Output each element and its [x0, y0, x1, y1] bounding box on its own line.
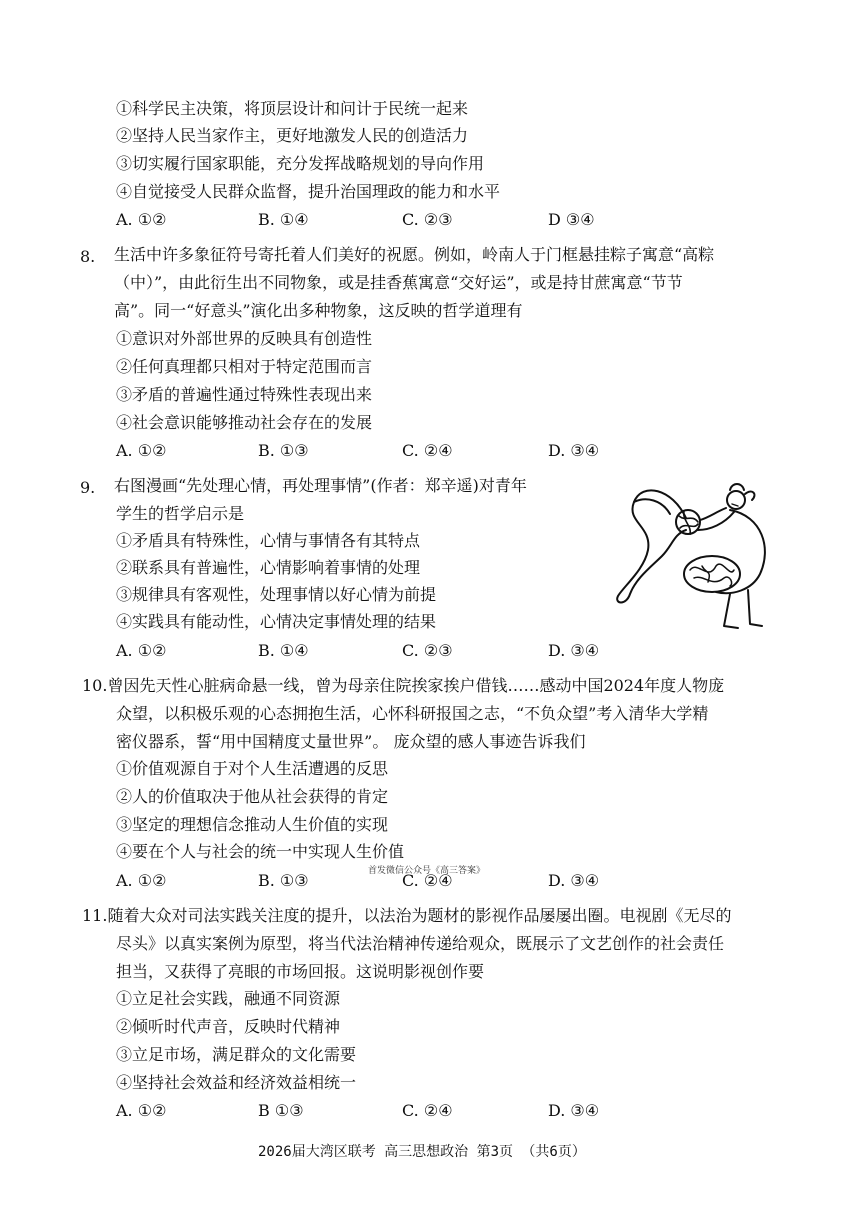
q8-item-1: ①意识对外部世界的反映具有创造性: [116, 329, 373, 348]
page-footer: 2026届大湾区联考 高三思想政治 第3页 （共6页）: [258, 1144, 586, 1160]
q8-item-3: ③矛盾的普遍性通过特殊性表现出来: [116, 385, 373, 404]
q8-option-b: B. ①③: [258, 441, 309, 460]
q10-stem-line-2: 众望，以积极乐观的心态拥抱生活，心怀科研报国之志，“不负众望”考入清华大学精: [116, 704, 709, 723]
q8-option-d: D. ③④: [548, 441, 600, 460]
q11-option-d: D. ③④: [548, 1101, 600, 1120]
q8-option-a: A. ①②: [116, 441, 167, 460]
q10-item-2: ②人的价值取决于他从社会获得的肯定: [116, 787, 389, 806]
q8-stem-line-2: （中）”，由此衍生出不同物象，或是挂香蕉寓意“交好运”，或是持甘蔗寓意“节节: [114, 273, 683, 292]
q11-item-2: ②倾听时代声音，反映时代精神: [116, 1017, 341, 1036]
q11-stem-line-2: 尽头》以真实案例为原型，将当代法治精神传递给观众，既展示了文艺创作的社会责任: [116, 934, 725, 953]
q9-item-1: ①矛盾具有特殊性，心情与事情各有其特点: [116, 531, 421, 550]
q9-item-4: ④实践具有能动性，心情决定事情处理的结果: [116, 612, 437, 631]
watermark-text: 首发微信公众号《高三答案》: [368, 866, 486, 876]
q10-option-d: D. ③④: [548, 871, 600, 890]
q9-item-3: ③规律具有客观性，处理事情以好心情为前提: [116, 585, 437, 604]
q9-stem-line-1: 右图漫画“先处理心情，再处理事情”(作者：郑辛遥)对青年: [114, 476, 527, 495]
q8-number: 8.: [80, 247, 96, 266]
q7-item-2: ②坚持人民当家作主，更好地激发人民的创造活力: [116, 126, 469, 145]
q10-option-b: B. ①③: [258, 871, 309, 890]
q11-option-c: C. ②④: [402, 1101, 453, 1120]
q7-option-a: A. ①②: [116, 210, 167, 229]
q7-item-3: ③切实履行国家职能，充分发挥战略规划的导向作用: [116, 154, 485, 173]
q11-item-1: ①立足社会实践，融通不同资源: [116, 989, 341, 1008]
q11-item-4: ④坚持社会效益和经济效益相统一: [116, 1073, 357, 1092]
q11-option-b: B ①③: [258, 1101, 304, 1120]
q8-item-2: ②任何真理都只相对于特定范围而言: [116, 357, 373, 376]
q11-options: [0, 1101, 868, 1121]
q10-options: [0, 871, 868, 891]
q11-option-a: A. ①②: [116, 1101, 167, 1120]
q8-option-c: C. ②④: [402, 441, 453, 460]
q9-option-b: B. ①④: [258, 641, 309, 660]
q10-stem-line-3: 密仪器系，誓“用中国精度丈量世界”。 庞众望的感人事迹告诉我们: [116, 732, 586, 751]
q10-item-3: ③坚定的理想信念推动人生价值的实现: [116, 815, 389, 834]
q8-stem-line-1: 生活中许多象征符号寄托着人们美好的祝愿。例如，岭南人于门框悬挂粽子寓意“高粽: [114, 245, 715, 264]
q8-options: [0, 441, 868, 461]
q10-item-1: ①价值观源自于对个人生活遭遇的反思: [116, 759, 389, 778]
q9-option-a: A. ①②: [116, 641, 167, 660]
q10-stem-line-1: 10.曾因先天性心脏病命悬一线，曾为母亲住院挨家挨户借钱……感动中国2024年度人物庞: [82, 676, 725, 695]
q9-option-c: C. ②③: [402, 641, 453, 660]
q9-stem-line-2: 学生的哲学启示是: [116, 504, 245, 523]
q10-option-c: C. ②④: [402, 871, 453, 890]
q8-item-4: ④社会意识能够推动社会存在的发展: [116, 413, 373, 432]
q10-option-a: A. ①②: [116, 871, 167, 890]
q9-options: [0, 641, 868, 661]
cartoon-illustration: [612, 478, 780, 634]
q10-item-4: ④要在个人与社会的统一中实现人生价值: [116, 842, 405, 861]
q7-item-1: ①科学民主决策，将顶层设计和问计于民统一起来: [116, 99, 469, 118]
q7-option-d: D ③④: [548, 210, 595, 229]
q11-item-3: ③立足市场，满足群众的文化需要: [116, 1045, 357, 1064]
q7-item-4: ④自觉接受人民群众监督，提升治国理政的能力和水平: [116, 182, 501, 201]
q9-item-2: ②联系具有普遍性，心情影响着事情的处理: [116, 558, 421, 577]
q7-option-b: B. ①④: [258, 210, 309, 229]
q11-stem-line-3: 担当，又获得了亮眼的市场回报。这说明影视创作要: [116, 962, 485, 981]
q9-option-d: D. ③④: [548, 641, 600, 660]
q7-option-c: C. ②③: [402, 210, 453, 229]
q11-stem-line-1: 11.随着大众对司法实践关注度的提升，以法治为题材的影视作品屡屡出圈。电视剧《无尽的: [82, 906, 732, 925]
q7-options: [0, 210, 868, 230]
q8-stem-line-3: 高”。同一“好意头”演化出多种物象，这反映的哲学道理有: [114, 301, 523, 320]
q9-number: 9.: [80, 478, 96, 497]
